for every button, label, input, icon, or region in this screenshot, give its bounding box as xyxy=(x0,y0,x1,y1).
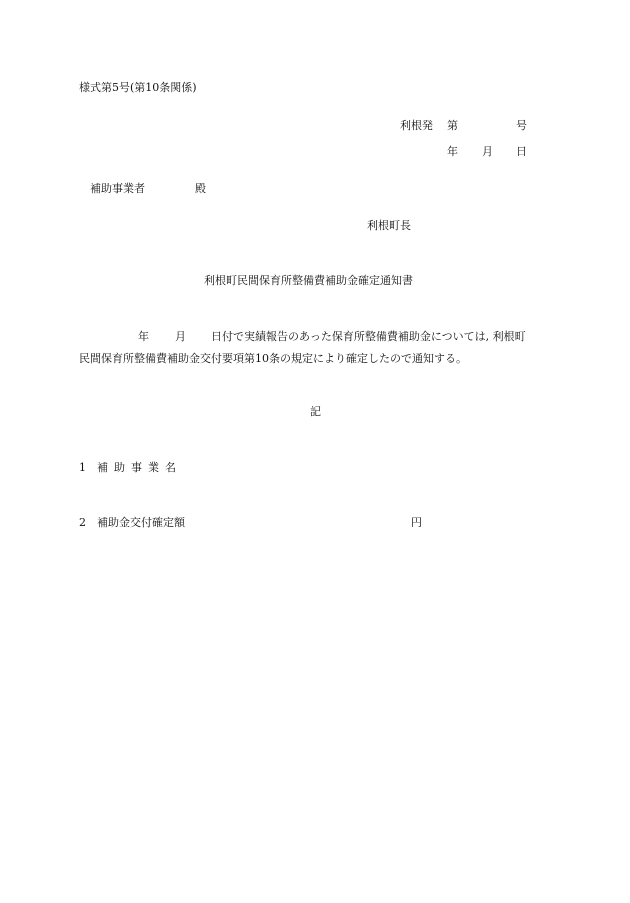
item-2-label: 補助金交付確定額 xyxy=(97,516,185,529)
reference-prefix: 利根発 xyxy=(400,119,433,132)
date-month: 月 xyxy=(482,145,493,158)
item-1-label: 補助事業名 xyxy=(97,461,182,474)
body-year: 年 xyxy=(138,330,149,343)
date-year: 年 xyxy=(447,145,458,158)
body-line2: 民間保育所整備費補助金交付要項第10条の規定により確定したので通知する。 xyxy=(79,352,467,365)
addressee-label: 補助事業者 xyxy=(90,182,145,195)
sender-name: 利根町長 xyxy=(367,219,411,232)
item-1-number: 1 xyxy=(79,461,86,474)
item-2-unit: 円 xyxy=(411,516,422,529)
ki-heading: 記 xyxy=(310,405,321,418)
document-title: 利根町民間保育所整備費補助金確定通知書 xyxy=(204,274,413,287)
body-line1: 日付で実績報告のあった保育所整備費補助金については, 利根町 xyxy=(211,330,526,343)
addressee-honorific: 殿 xyxy=(195,182,206,195)
reference-go: 号 xyxy=(516,119,527,132)
item-2-number: 2 xyxy=(79,516,86,529)
body-month: 月 xyxy=(175,330,186,343)
reference-dai: 第 xyxy=(447,119,458,132)
date-day: 日 xyxy=(516,145,527,158)
form-label: 様式第5号(第10条関係) xyxy=(79,81,197,94)
